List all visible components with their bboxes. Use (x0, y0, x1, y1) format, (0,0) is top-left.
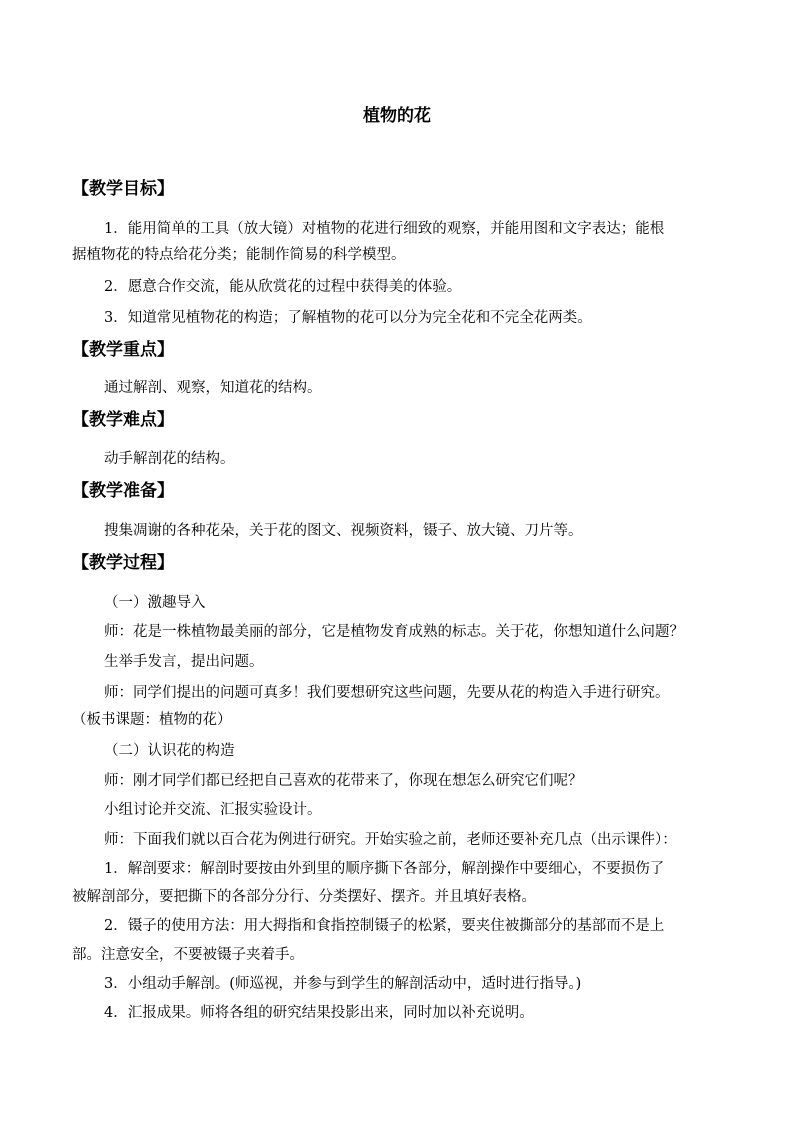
step-1-line-1: 1．解剖要求：解剖时要按由外到里的顺序撕下各部分，解剖操作中要细心，不要损伤了 (104, 861, 665, 877)
goal-1-line-2: 据植物花的特点给花分类；能制作简易的科学模型。 (72, 247, 406, 263)
process-section-1-title: （一）激趣导入 (104, 595, 206, 611)
process-paragraph: 师：同学们提出的问题可真多！我们要想研究这些问题，先要从花的构造入手进行研究。 (104, 685, 670, 701)
step-2-line-1: 2．镊子的使用方法：用大拇指和食指控制镊子的松紧，要夹住被撕部分的基部而不是上 (104, 918, 665, 934)
difficulties-text: 动手解剖花的结构。 (104, 451, 235, 467)
heading-key-points: 【教学重点】 (72, 340, 174, 360)
process-section-2-title: （二）认识花的构造 (104, 743, 235, 759)
process-paragraph: 生举手发言，提出问题。 (104, 654, 264, 670)
step-1-line-2: 被解剖部分，要把撕下的各部分分行、分类摆好、摆齐。并且填好表格。 (72, 889, 536, 905)
process-paragraph: 小组讨论并交流、汇报实验设计。 (104, 802, 322, 818)
goal-2: 2．愿意合作交流，能从欣赏花的过程中获得美的体验。 (104, 279, 462, 295)
heading-process: 【教学过程】 (72, 553, 174, 573)
goal-3: 3．知道常见植物花的构造；了解植物的花可以分为完全花和不完全花两类。 (104, 310, 592, 326)
goal-1-line-1: 1．能用简单的工具（放大镜）对植物的花进行细致的观察，并能用图和文字表达；能根 (104, 221, 665, 237)
heading-difficulties: 【教学难点】 (72, 410, 174, 430)
heading-preparation: 【教学准备】 (72, 481, 174, 501)
page-title: 植物的花 (363, 106, 431, 126)
process-paragraph: 师：花是一株植物最美丽的部分，它是植物发育成熟的标志。关于花，你想知道什么问题？ (104, 624, 684, 640)
step-2-line-2: 部。注意安全，不要被镊子夹着手。 (72, 947, 304, 963)
heading-teaching-goals: 【教学目标】 (72, 179, 174, 199)
process-paragraph: 师：下面我们就以百合花为例进行研究。开始实验之前，老师还要补充几点（出示课件）： (104, 832, 677, 848)
step-4: 4．汇报成果。师将各组的研究结果投影出来，同时加以补充说明。 (104, 1005, 534, 1021)
process-paragraph-continued: （板书课题：植物的花） (72, 712, 232, 728)
preparation-text: 搜集凋谢的各种花朵，关于花的图文、视频资料，镊子、放大镜、刀片等。 (104, 523, 583, 539)
step-3: 3．小组动手解剖。(师巡视，并参与到学生的解剖活动中，适时进行指导。) (104, 976, 582, 992)
process-paragraph: 师：刚才同学们都已经把自己喜欢的花带来了，你现在想怎么研究它们呢？ (104, 773, 583, 789)
key-points-text: 通过解剖、观察，知道花的结构。 (104, 380, 322, 396)
